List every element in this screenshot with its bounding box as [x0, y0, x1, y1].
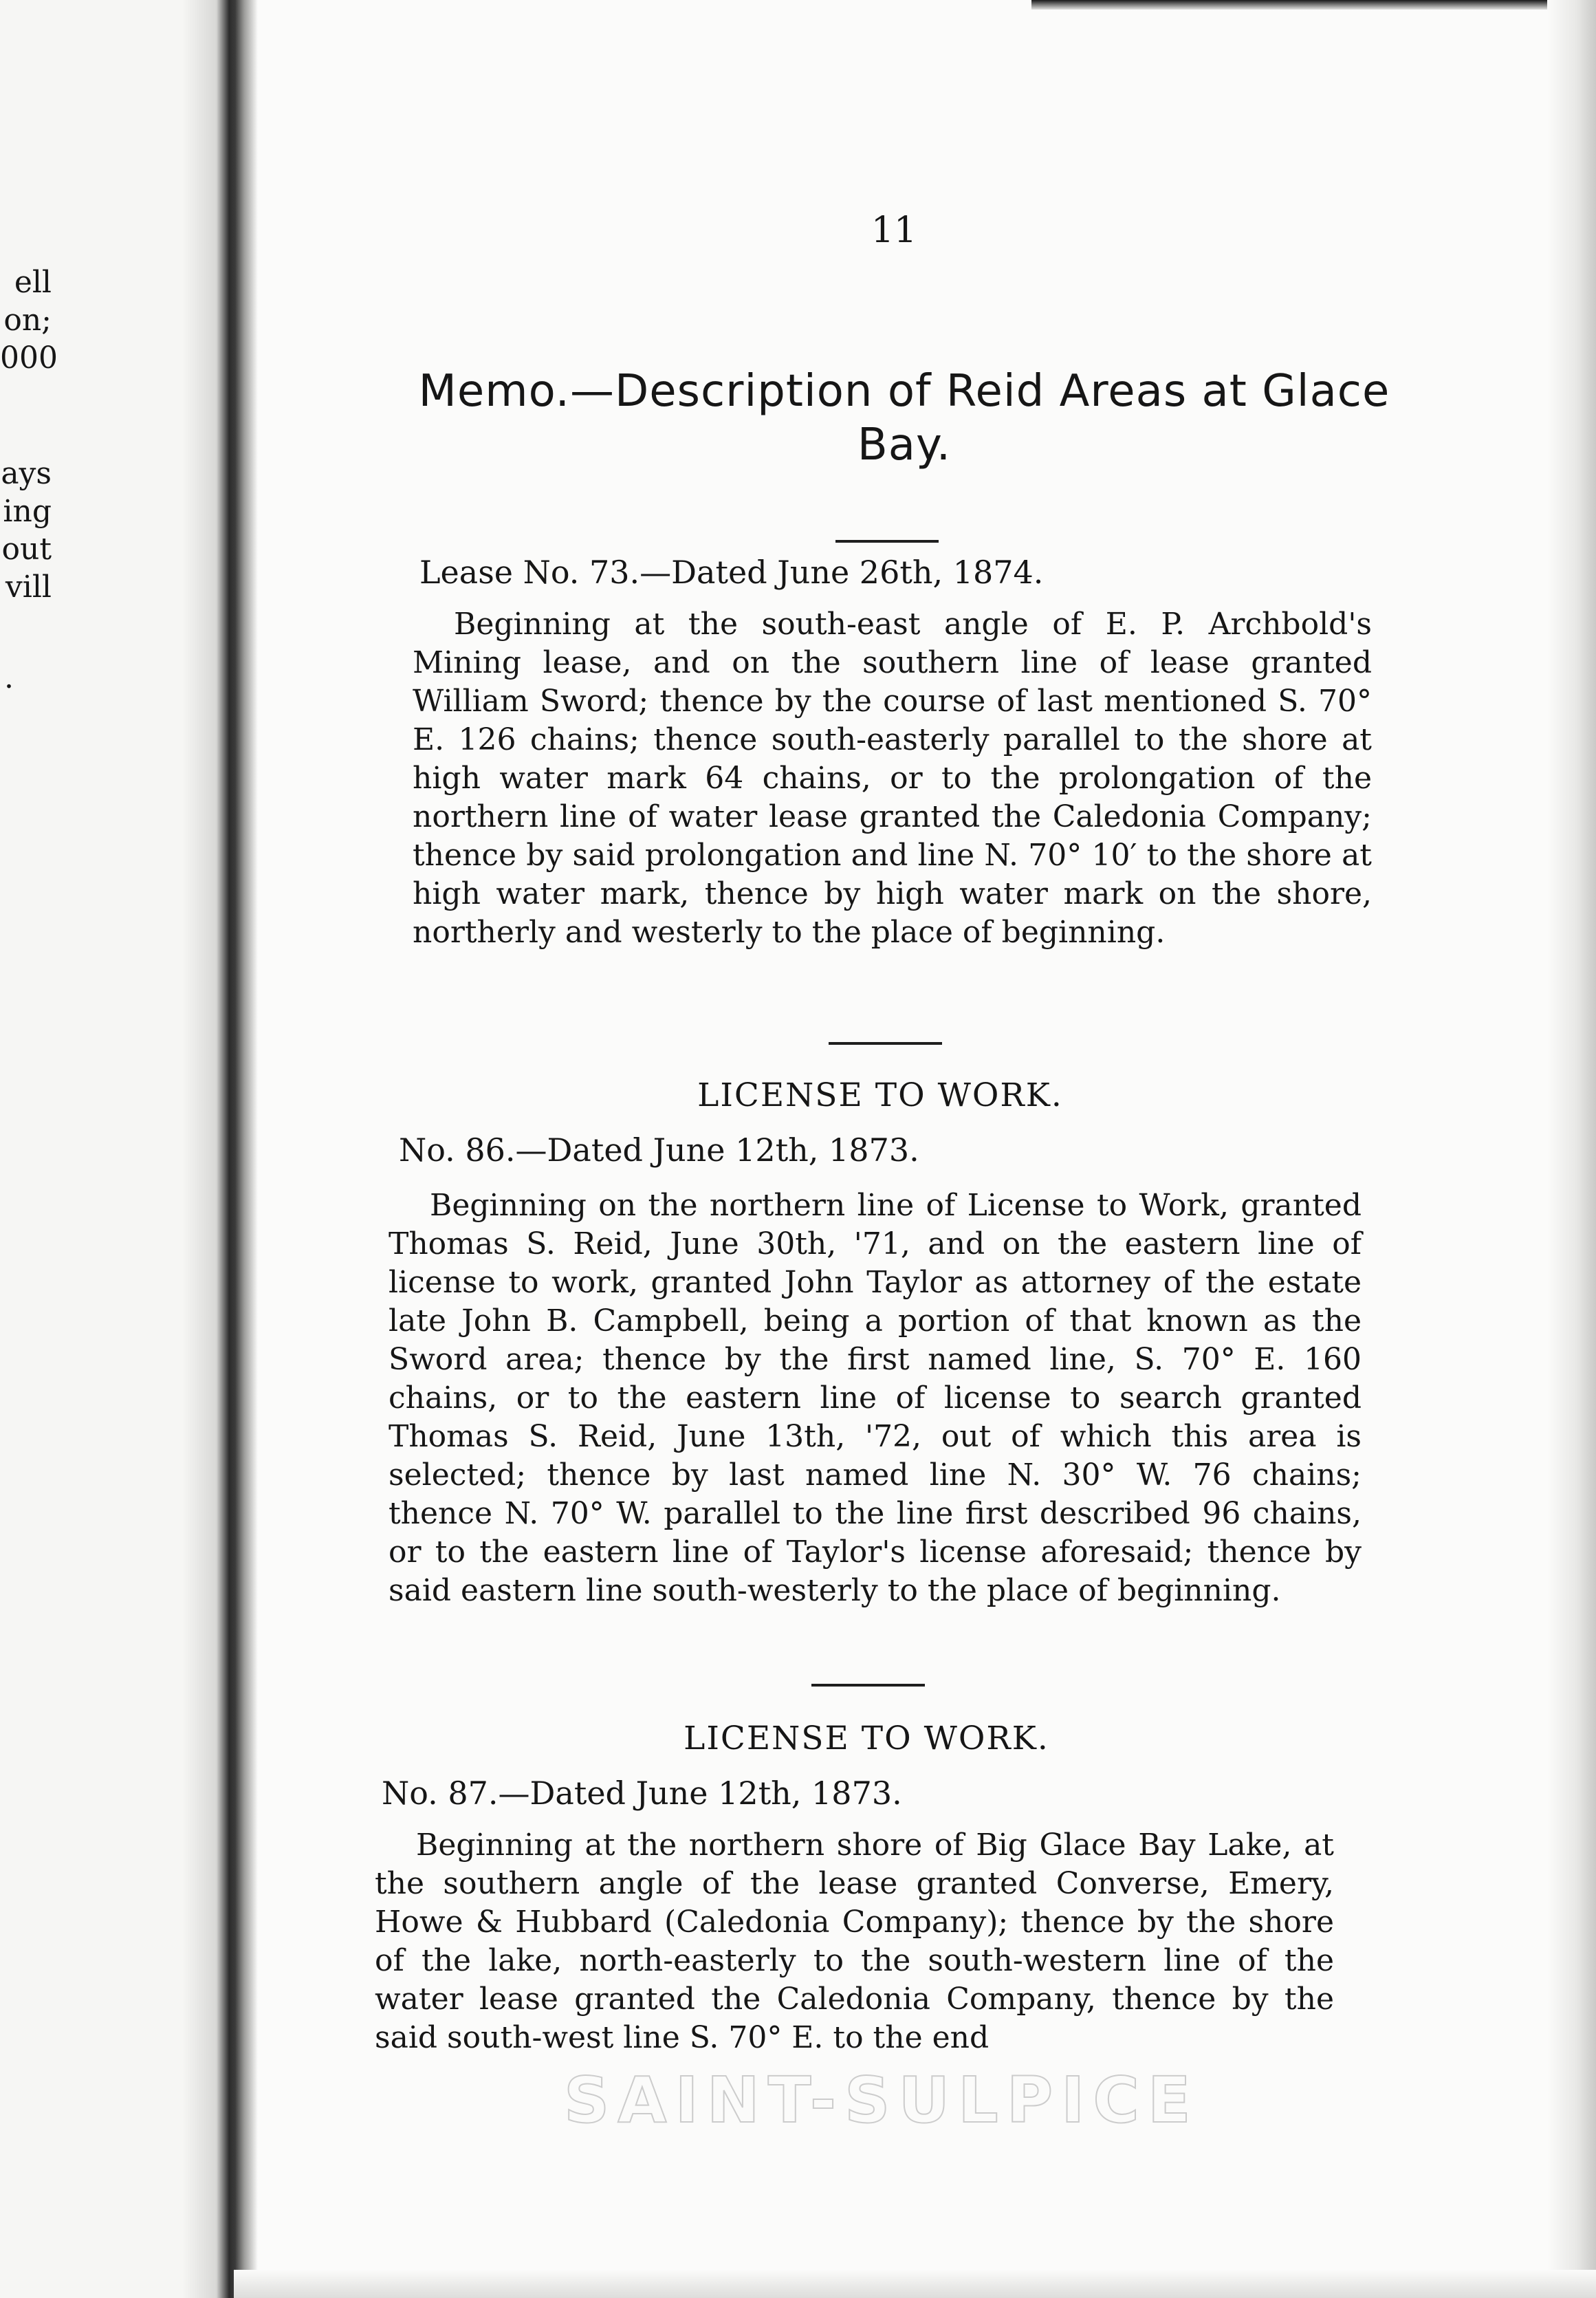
page-number: 11 [871, 210, 917, 251]
book-spine-shadow [182, 0, 258, 2298]
section-heading: LICENSE TO WORK. [697, 1076, 1063, 1114]
margin-fragment: out [1, 532, 52, 567]
license-heading: No. 86.—Dated June 12th, 1873. [399, 1131, 919, 1169]
page-bottom-edge [234, 2270, 1596, 2298]
margin-fragment: . [4, 660, 14, 695]
section-heading: LICENSE TO WORK. [684, 1720, 1049, 1757]
margin-fragment: 000 [0, 340, 58, 376]
divider-rule [829, 1042, 942, 1045]
divider-rule [835, 540, 939, 543]
memo-title: Memo.—Description of Reid Areas at Glace Bay. [418, 366, 1390, 470]
margin-fragment: ays [1, 456, 52, 491]
divider-rule [811, 1684, 925, 1687]
margin-fragment: ell [14, 265, 52, 300]
license-description: Beginning on the northern line of License to Work, granted Thomas S. Reid, June 30th, '71, and on the eastern line of license to work, granted John Taylor as attorney of the estate late John B. Campbell, being a portion of that known as the Sword area; thence by the first named line, S. 70° E. 160 chains, or to the eastern line of license to search granted Thomas S. Reid, June 13th, '72, out of which this area is selected; thence by last named line N. 30° W. 76 chains; thence N. 70° W. parallel to the line first described 96 chains, or to the eastern line of Taylor's license aforesaid; thence by said eastern line south-westerly to the place of beginning. [389, 1188, 1362, 1608]
library-perforation-stamp: SAINT-SULPICE [564, 2063, 1199, 2137]
margin-fragment: vill [5, 570, 52, 605]
page-right-edge [1547, 0, 1596, 2298]
lease-heading: Lease No. 73.—Dated June 26th, 1874. [419, 554, 1044, 591]
license-description: Beginning at the northern shore of Big Glace Bay Lake, at the southern angle of the lease granted Converse, Emery, Howe & Hubbard (Caledonia Company); thence by the shore of the lake, north-easterly to the south-western line of the water lease granted the Caledonia Company, thence by the said south-west line S. 70° E. to the end [375, 1828, 1334, 2055]
license-heading: No. 87.—Dated June 12th, 1873. [382, 1775, 902, 1812]
margin-fragment: on; [3, 303, 52, 338]
margin-fragment: ing [3, 494, 52, 529]
lease-description: Beginning at the south-east angle of E. P. Archbold's Mining lease, and on the southern line of lease granted William Sword; thence by the course of last mentioned S. 70° E. 126 chains; thence south-easterly parallel to the shore at high water mark 64 chains, or to the prolongation of the northern line of water lease granted the Caledonia Company; thence by said prolongation and line N. 70° 10′ to the shore at high water mark, thence by high water mark on the shore, northerly and westerly to the place of beginning. [413, 607, 1372, 950]
page-top-edge [1031, 0, 1596, 10]
